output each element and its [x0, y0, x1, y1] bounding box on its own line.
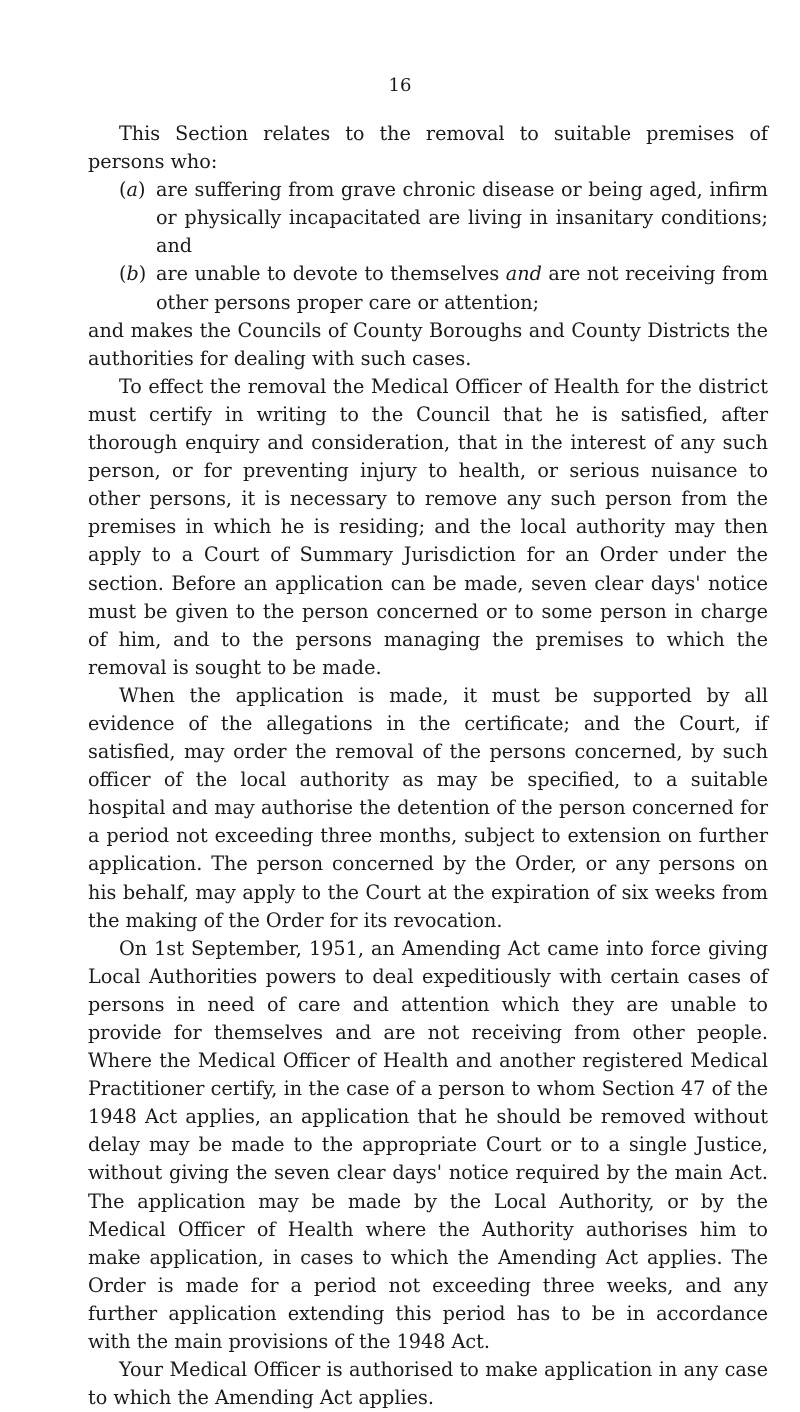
page-number: 16: [388, 75, 412, 96]
list-item-a-text: are suffering from grave chronic disease or being aged, infirm or physically incapacitated are living in insanitary conditions; and: [156, 178, 768, 258]
list-item-b: [119, 260, 768, 316]
list-marker-b: (b): [119, 262, 147, 286]
paragraph-removal-procedure: To effect the removal the Medical Officer of Health for the district must certify in writing to the Council that he is satisfied, after thorough enquiry and consideration, that in the interest of any such person, or for preventing injury to health, or serious nuisance to other persons, it is necessary to remove any such person from the premises in which he is residing; and the local authority may then apply to a Court of Summary Jurisdiction for an Order under the section. Before an application can be made, seven clear days' notice must be given to the person concerned or to some person in charge of him, and to the persons managing the premises to which the removal is sought to be made.: [88, 374, 768, 679]
after-items-paragraph: and makes the Councils of County Boroughs and County Districts the authorities for dealing with such cases.: [88, 318, 768, 370]
paragraph-authorisation: Your Medical Officer is authorised to make application in any case to which the Amending Act applies.: [88, 1358, 768, 1410]
list-marker-a: (a): [119, 178, 146, 202]
document-body: [88, 120, 768, 1412]
list-item-b-text: are unable to devote to themselves and are not receiving from other persons proper care or attention;: [156, 262, 769, 314]
intro-paragraph: This Section relates to the removal to suitable premises of persons who:: [88, 122, 768, 174]
paragraph-application: When the application is made, it must be supported by all evidence of the allegations in the certificate; and the Court, if satisfied, may order the removal of the persons concerned, by such officer of the local authority as may be specified, to a suitable hospital and may authorise the detention of the person concerned for a period not exceeding three months, subject to extension on further application. The person concerned by the Order, or any persons on his behalf, may apply to the Court at the expiration of six weeks from the making of the Order for its revocation.: [88, 683, 768, 932]
emphasis-and: and: [505, 262, 542, 286]
paragraph-amending-act: On 1st September, 1951, an Amending Act came into force giving Local Authorities powers to deal expeditiously with certain cases of persons in need of care and attention which they are unable to provide for themselves and are not receiving from other people. Where the Medical Officer of Health and another registered Medical Practitioner certify, in the case of a person to whom Section 47 of the 1948 Act applies, an application that he should be removed without delay may be made to the appropriate Court or to a single Justice, without giving the seven clear days' notice required by the main Act. The application may be made by the Local Authority, or by the Medical Officer of Health where the Authority authorises him to make application, in cases to which the Amending Act applies. The Order is made for a period not exceeding three weeks, and any further application extending this period has to be in accordance with the main provisions of the 1948 Act.: [88, 936, 768, 1354]
list-item-a: [119, 176, 768, 260]
